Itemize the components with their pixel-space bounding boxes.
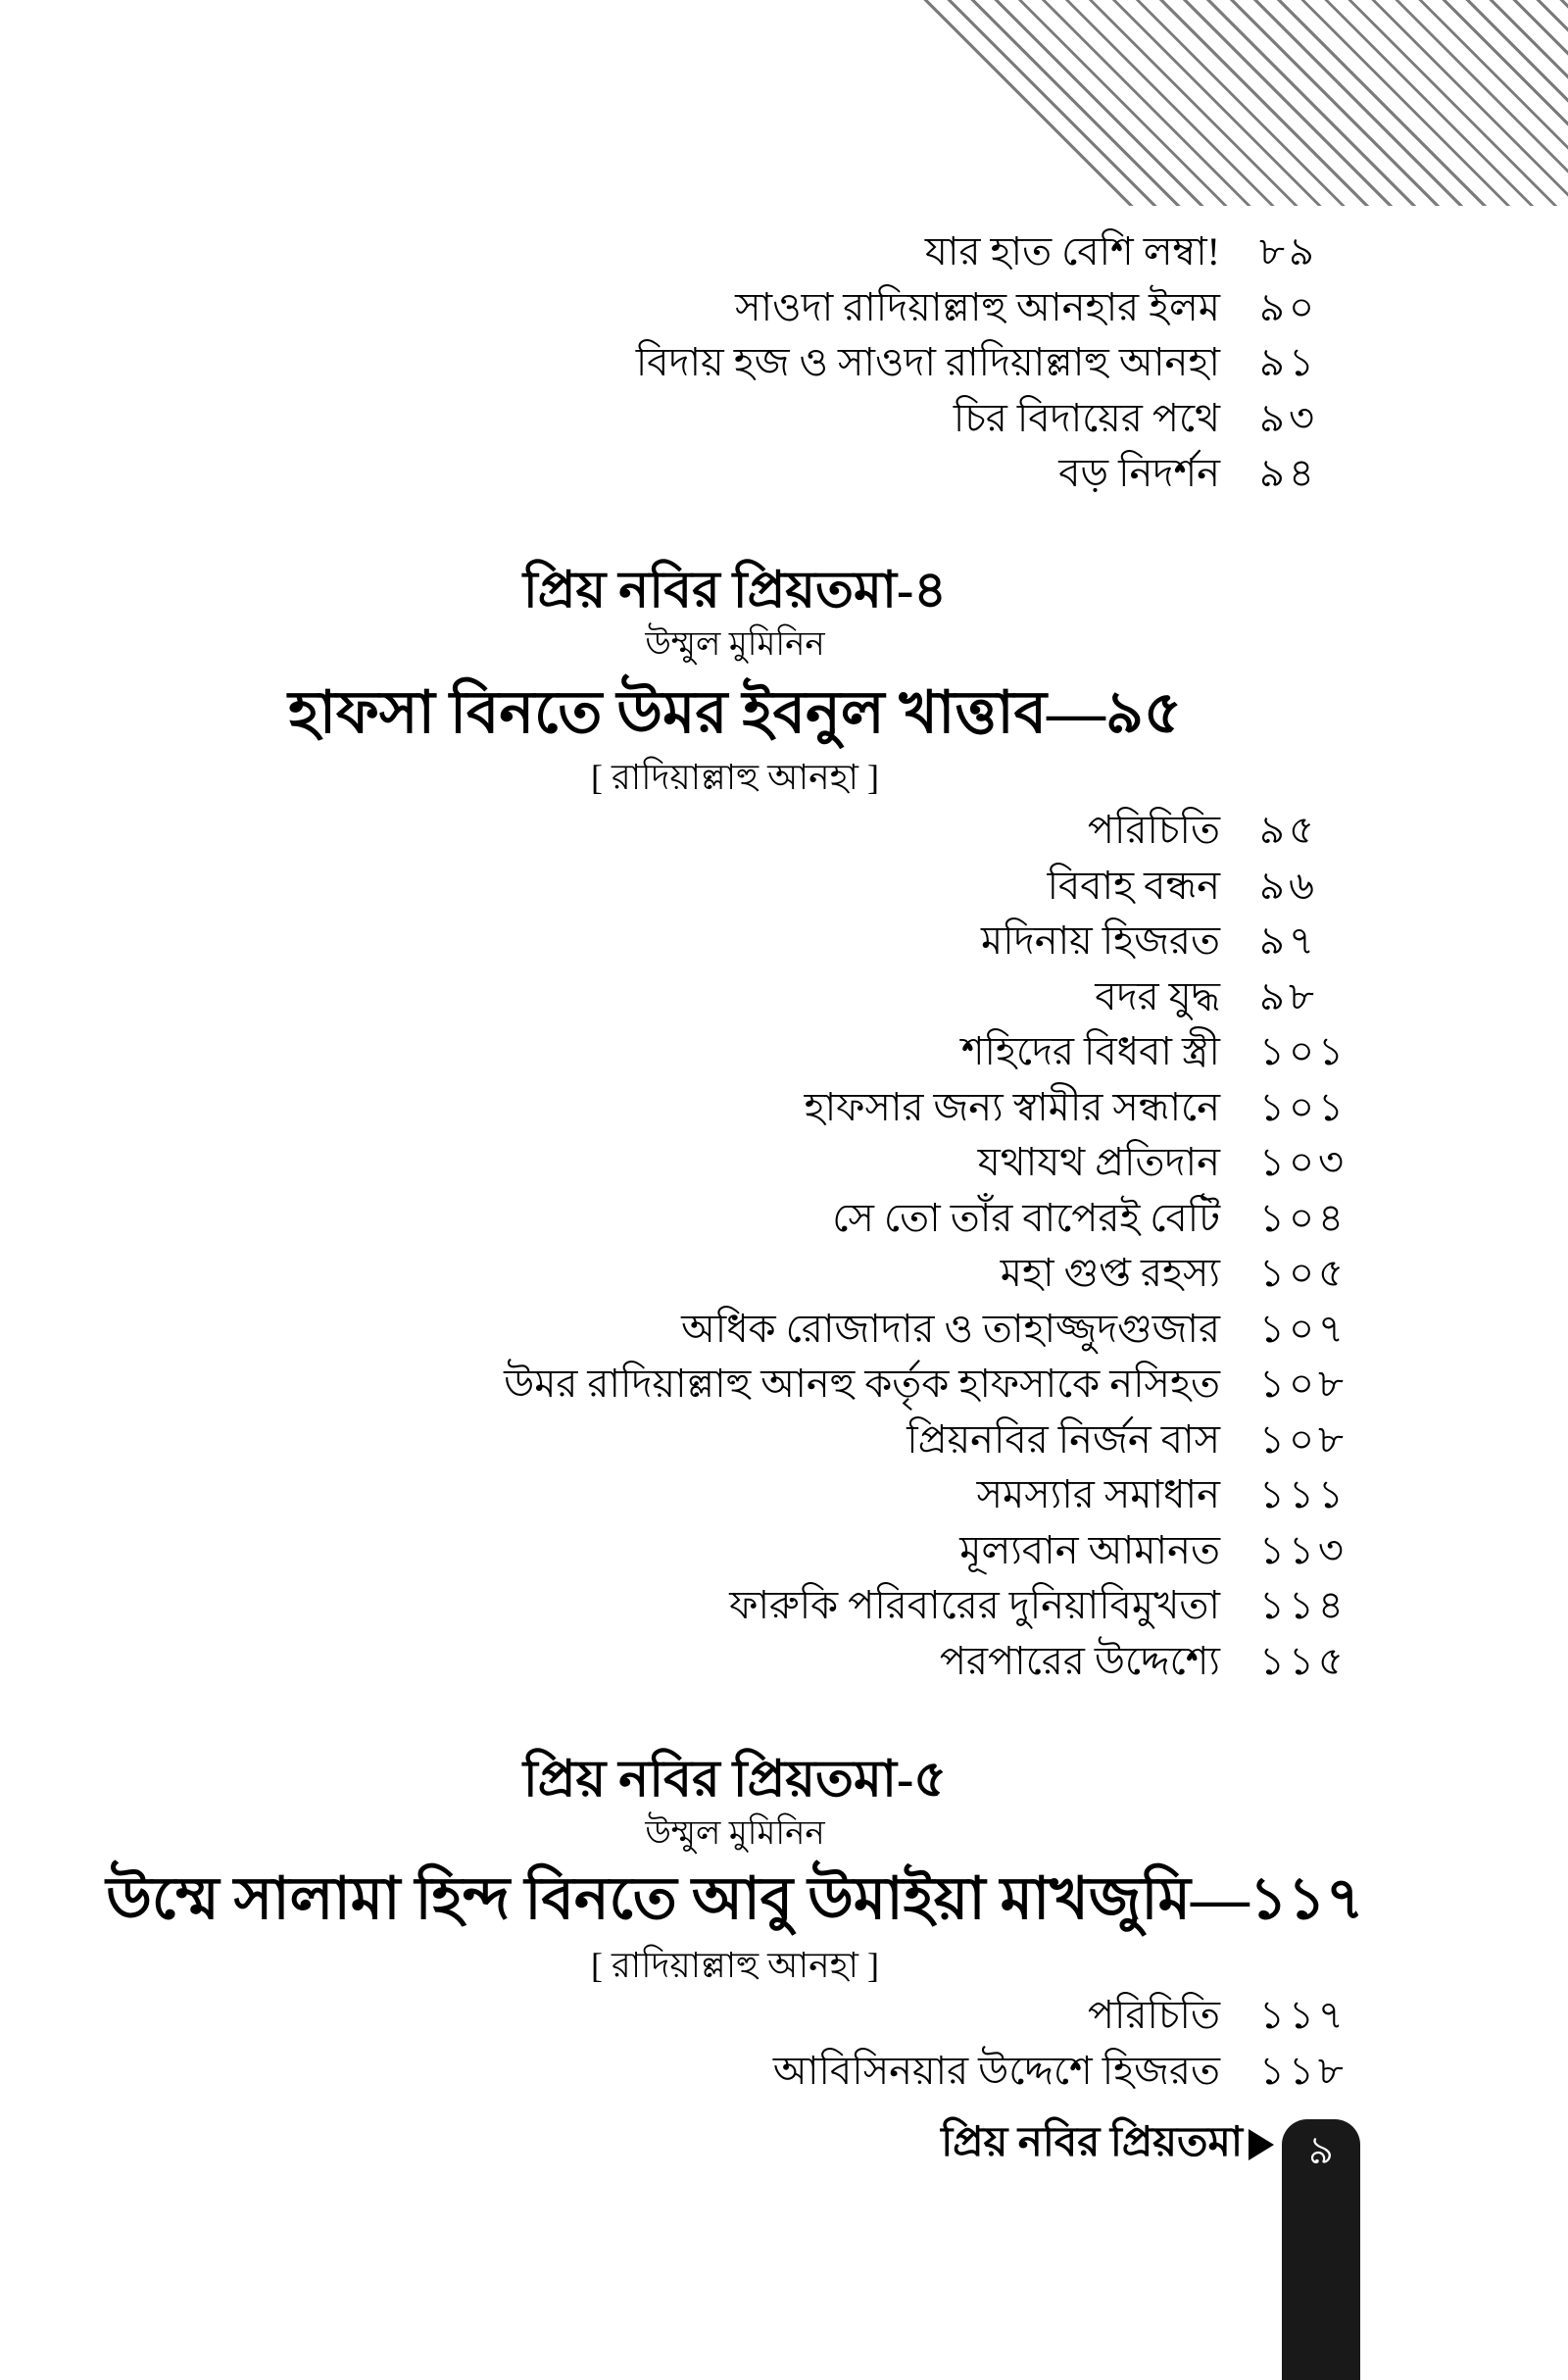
toc-entry-page: ৯১: [1259, 340, 1318, 384]
toc-entry-title: হাফসার জন্য স্বামীর সন্ধানে: [804, 1084, 1220, 1129]
toc-entry-page: ১১৮: [1259, 2048, 1348, 2093]
toc-entry-title: মদিনায় হিজরত: [981, 918, 1220, 963]
section4-main-title: হাফসা বিনতে উমর ইবনুল খাত্তাব—৯৫: [288, 680, 1182, 745]
toc-entry: [78, 1357, 1392, 1413]
toc-entry-page: ১০৭: [1259, 1306, 1348, 1351]
toc-list-section5: [78, 1988, 1392, 2099]
page-number: ৯: [1308, 2128, 1334, 2172]
corner-stripes-decoration: [917, 0, 1568, 206]
section5-main-title: উম্মে সালামা হিন্দ বিনতে আবু উমাইয়া মাখজুমি—১১৭: [106, 1866, 1364, 1931]
toc-entry-title: মূল্যবান আমানত: [959, 1527, 1220, 1572]
toc-entry-page: ১১৪: [1259, 1583, 1348, 1627]
toc-entry-title: বিদায় হজ ও সাওদা রাদিয়াল্লাহু আনহা: [635, 340, 1220, 384]
toc-entry-page: ১০১: [1259, 1029, 1348, 1073]
toc-entry-title: পরিচিতি: [1087, 1993, 1220, 2037]
toc-entry-title: সমস্যার সমাধান: [976, 1472, 1220, 1516]
toc-entry-title: বদর যুদ্ধ: [1095, 973, 1220, 1018]
toc-entry: [78, 446, 1392, 502]
toc-entry-page: ১০৮: [1259, 1416, 1348, 1462]
section5-honorific: [ রাদিয়াল্লাহু আনহা ]: [591, 1946, 879, 1985]
toc-entry: [78, 803, 1392, 859]
toc-entry: [78, 859, 1392, 915]
toc-entry: [78, 224, 1392, 280]
section5-series-label: প্রিয় নবির প্রিয়তমা-৫: [522, 1752, 948, 1808]
toc-entry-title: যথাযথ প্রতিদান: [977, 1140, 1220, 1184]
toc-entry: [78, 914, 1392, 969]
toc-entry-title: শহিদের বিধবা স্ত্রী: [960, 1029, 1220, 1073]
toc-entry-page: ১০৪: [1259, 1195, 1348, 1240]
toc-entry-title: বড় নিদর্শন: [1058, 451, 1220, 495]
toc-entry-title: অধিক রোজাদার ও তাহাজ্জুদগুজার: [681, 1306, 1220, 1351]
page-number-tab: [1282, 2119, 1360, 2380]
toc-entry-page: ৯৫: [1259, 808, 1318, 852]
toc-entry-page: ১১৭: [1259, 1993, 1348, 2037]
toc-entry-title: চির বিদায়ের পথে: [953, 395, 1220, 440]
toc-entry: [78, 335, 1392, 391]
toc-entry: [78, 1578, 1392, 1634]
toc-entry: [78, 1080, 1392, 1136]
toc-entry-page: ১১১: [1259, 1472, 1348, 1516]
toc-entry: [78, 1634, 1392, 1690]
toc-entry-page: ১০১: [1259, 1084, 1348, 1129]
toc-entry-title: সে তো তাঁর বাপেরই বেটি: [832, 1195, 1220, 1240]
toc-entry: [78, 280, 1392, 336]
toc-entry-page: ৯৬: [1259, 863, 1318, 908]
toc-entry: [78, 1413, 1392, 1468]
toc-list-top: [78, 224, 1392, 502]
section5-kunya: উম্মুল মুমিনিন: [645, 1815, 825, 1852]
toc-entry-page: ৮৯: [1259, 229, 1318, 273]
toc-entry: [78, 1191, 1392, 1247]
section4-series-label: প্রিয় নবির প্রিয়তমা-৪: [522, 563, 948, 619]
section4-honorific: [ রাদিয়াল্লাহু আনহা ]: [591, 758, 879, 797]
toc-entry-title: প্রিয়নবির নির্জন বাস: [906, 1416, 1220, 1462]
toc-entry-title: আবিসিনয়ার উদ্দেশে হিজরত: [772, 2048, 1220, 2093]
toc-entry-page: ১১৩: [1259, 1527, 1348, 1572]
toc-entry: [78, 1246, 1392, 1302]
toc-entry-page: ১০৩: [1259, 1140, 1348, 1184]
toc-entry: [78, 1523, 1392, 1579]
toc-entry: [78, 2044, 1392, 2100]
toc-entry: [78, 1135, 1392, 1191]
toc-entry-page: ৯৪: [1259, 451, 1318, 495]
toc-entry-page: ৯৭: [1259, 918, 1318, 963]
toc-entry: [78, 391, 1392, 447]
footer-arrow-icon: [1249, 2129, 1274, 2160]
toc-entry-page: ৯৩: [1259, 395, 1318, 440]
toc-entry: [78, 1467, 1392, 1523]
toc-entry-title: বিবাহ বন্ধন: [1047, 863, 1220, 908]
toc-list-section4: [78, 803, 1392, 1689]
toc-entry-page: ১১৫: [1259, 1638, 1348, 1683]
toc-entry: [78, 1024, 1392, 1080]
toc-entry: [78, 969, 1392, 1025]
toc-entry-page: ৯৮: [1259, 973, 1318, 1018]
toc-entry-title: ফারুকি পরিবারের দুনিয়াবিমুখতা: [729, 1583, 1220, 1627]
toc-entry-title: সাওদা রাদিয়াল্লাহু আনহার ইলম: [735, 284, 1220, 329]
toc-entry-title: পরপারের উদ্দেশ্যে: [939, 1638, 1220, 1683]
toc-entry: [78, 1302, 1392, 1358]
toc-entry-title: পরিচিতি: [1087, 808, 1220, 852]
toc-entry-page: ১০৫: [1259, 1251, 1348, 1295]
footer-running-title: প্রিয় নবির প্রিয়তমা: [941, 2120, 1243, 2165]
toc-entry: [78, 1988, 1392, 2044]
section4-kunya: উম্মুল মুমিনিন: [645, 626, 825, 663]
toc-entry-page: ১০৮: [1259, 1362, 1348, 1406]
toc-entry-title: উমর রাদিয়াল্লাহু আনহু কর্তৃক হাফসাকে নসিহত: [504, 1362, 1220, 1406]
toc-entry-title: মহা গুপ্ত রহস্য: [1000, 1251, 1220, 1295]
toc-entry-page: ৯০: [1259, 284, 1318, 329]
toc-entry-title: যার হাত বেশি লম্বা!: [924, 229, 1220, 273]
